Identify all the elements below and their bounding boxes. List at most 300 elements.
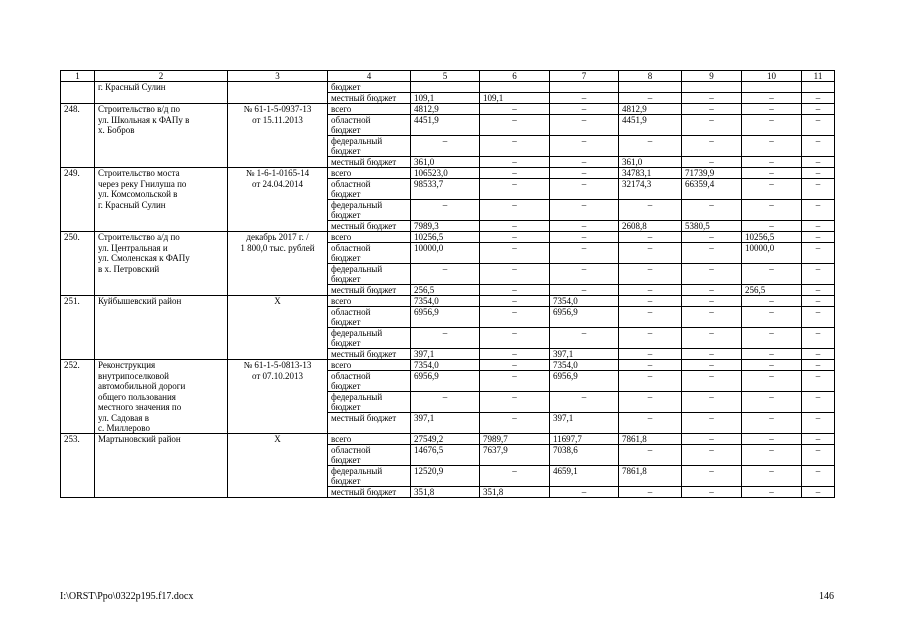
object-name-cell: внутрипоселковой [95, 371, 228, 382]
row-number-cell [61, 476, 95, 487]
value-cell [619, 455, 682, 466]
value-cell [411, 476, 480, 487]
value-cell [619, 146, 682, 157]
value-cell: – [802, 392, 835, 403]
value-cell: – [550, 157, 619, 168]
budget-type-cell: бюджет [328, 210, 411, 221]
budget-type-cell: федеральный [328, 392, 411, 403]
value-cell [742, 274, 802, 285]
table-row [61, 82, 835, 93]
column-header: 6 [480, 71, 550, 82]
value-cell: – [619, 136, 682, 147]
value-cell [411, 455, 480, 466]
value-cell: – [480, 157, 550, 168]
object-name-cell [95, 210, 228, 221]
table-row [61, 349, 835, 360]
table-row [61, 146, 835, 157]
value-cell [411, 381, 480, 392]
value-cell: – [682, 285, 742, 296]
value-cell: 4451,9 [411, 115, 480, 126]
budget-type-cell: бюджет [328, 455, 411, 466]
value-cell [802, 317, 835, 328]
budget-type-cell: бюджет [328, 317, 411, 328]
value-cell: 6956,9 [550, 307, 619, 318]
row-number-cell: 249. [61, 168, 95, 179]
document-cell [228, 487, 328, 498]
object-name-cell: автомобильной дороги [95, 381, 228, 392]
value-cell: 109,1 [480, 93, 550, 104]
value-cell [550, 317, 619, 328]
object-name-cell: ул. Комсомольской в [95, 189, 228, 200]
value-cell [802, 274, 835, 285]
value-cell: 7861,8 [619, 466, 682, 477]
value-cell: – [682, 264, 742, 275]
value-cell: – [742, 413, 802, 424]
value-cell: – [619, 371, 682, 382]
budget-type-cell: всего [328, 232, 411, 243]
value-cell [550, 274, 619, 285]
value-cell: – [480, 221, 550, 232]
value-cell [682, 381, 742, 392]
document-cell: от 24.04.2014 [228, 179, 328, 190]
row-number-cell [61, 243, 95, 254]
document-cell [228, 423, 328, 434]
document-cell [228, 338, 328, 349]
budget-type-cell: всего [328, 104, 411, 115]
value-cell: – [742, 487, 802, 498]
value-cell: – [742, 93, 802, 104]
value-cell [550, 402, 619, 413]
document-cell [228, 157, 328, 168]
value-cell: 7038,6 [550, 445, 619, 456]
value-cell: – [802, 371, 835, 382]
value-cell: 351,8 [411, 487, 480, 498]
budget-table [60, 70, 835, 498]
value-cell: – [682, 243, 742, 254]
value-cell [742, 82, 802, 93]
value-cell [411, 338, 480, 349]
row-number-cell [61, 307, 95, 318]
value-cell: 109,1 [411, 93, 480, 104]
value-cell: – [550, 93, 619, 104]
value-cell: – [619, 307, 682, 318]
document-cell [228, 402, 328, 413]
value-cell: – [619, 285, 682, 296]
value-cell: – [802, 157, 835, 168]
value-cell [619, 82, 682, 93]
budget-type-cell: областной [328, 371, 411, 382]
value-cell [742, 381, 802, 392]
row-number-cell [61, 349, 95, 360]
value-cell [742, 253, 802, 264]
value-cell: – [480, 392, 550, 403]
value-cell: – [682, 360, 742, 371]
value-cell: – [742, 328, 802, 339]
table-row [61, 434, 835, 445]
value-cell: – [802, 328, 835, 339]
value-cell: – [682, 232, 742, 243]
object-name-cell [95, 466, 228, 477]
value-cell [802, 125, 835, 136]
document-cell [228, 466, 328, 477]
value-cell [411, 402, 480, 413]
table-row [61, 274, 835, 285]
value-cell: 6956,9 [550, 371, 619, 382]
row-number-cell [61, 338, 95, 349]
value-cell [480, 82, 550, 93]
table-header-row [61, 71, 835, 82]
value-cell: 7637,9 [480, 445, 550, 456]
budget-type-cell: местный бюджет [328, 93, 411, 104]
row-number-cell [61, 264, 95, 275]
row-number-cell [61, 82, 95, 93]
value-cell: – [619, 93, 682, 104]
value-cell: – [802, 200, 835, 211]
value-cell [550, 189, 619, 200]
value-cell: 7989,3 [411, 221, 480, 232]
value-cell: – [619, 328, 682, 339]
value-cell: – [802, 434, 835, 445]
value-cell [480, 274, 550, 285]
budget-type-cell: федеральный [328, 264, 411, 275]
document-cell [228, 125, 328, 136]
document-cell [228, 136, 328, 147]
value-cell [550, 476, 619, 487]
value-cell: 32174,3 [619, 179, 682, 190]
object-name-cell: ул. Школьная к ФАПу в [95, 115, 228, 126]
budget-type-cell: местный бюджет [328, 349, 411, 360]
row-number-cell [61, 136, 95, 147]
row-number-cell [61, 189, 95, 200]
value-cell [682, 476, 742, 487]
budget-type-cell: всего [328, 434, 411, 445]
column-header: 3 [228, 71, 328, 82]
budget-type-cell: бюджет [328, 125, 411, 136]
row-number-cell [61, 200, 95, 211]
value-cell: – [802, 136, 835, 147]
value-cell [802, 253, 835, 264]
value-cell: 7861,8 [619, 434, 682, 445]
value-cell: – [619, 296, 682, 307]
value-cell: 106523,0 [411, 168, 480, 179]
value-cell [550, 338, 619, 349]
value-cell [682, 210, 742, 221]
value-cell: – [480, 328, 550, 339]
value-cell: – [742, 360, 802, 371]
value-cell [619, 423, 682, 434]
value-cell: 351,8 [480, 487, 550, 498]
row-number-cell [61, 210, 95, 221]
value-cell: – [480, 285, 550, 296]
value-cell: – [742, 307, 802, 318]
value-cell [550, 381, 619, 392]
value-cell: – [411, 200, 480, 211]
value-cell: – [619, 200, 682, 211]
value-cell [802, 189, 835, 200]
value-cell: – [480, 104, 550, 115]
table-row [61, 445, 835, 456]
document-cell: Х [228, 434, 328, 445]
document-cell: от 07.10.2013 [228, 371, 328, 382]
value-cell: 256,5 [411, 285, 480, 296]
table-row [61, 307, 835, 318]
budget-type-cell: местный бюджет [328, 285, 411, 296]
value-cell: – [411, 264, 480, 275]
object-name-cell [95, 476, 228, 487]
value-cell: – [742, 115, 802, 126]
value-cell [802, 381, 835, 392]
value-cell: 361,0 [619, 157, 682, 168]
object-name-cell [95, 157, 228, 168]
value-cell: – [682, 328, 742, 339]
value-cell: 27549,2 [411, 434, 480, 445]
value-cell: – [480, 307, 550, 318]
value-cell: – [550, 104, 619, 115]
document-cell: 1 800,0 тыс. рублей [228, 243, 328, 254]
value-cell: – [802, 232, 835, 243]
value-cell [550, 82, 619, 93]
value-cell: – [742, 179, 802, 190]
value-cell [411, 82, 480, 93]
value-cell: 7354,0 [411, 360, 480, 371]
value-cell: – [480, 232, 550, 243]
row-number-cell: 248. [61, 104, 95, 115]
budget-type-cell: бюджет [328, 82, 411, 93]
budget-type-cell: бюджет [328, 402, 411, 413]
value-cell: – [742, 392, 802, 403]
budget-type-cell: всего [328, 296, 411, 307]
document-cell: № 61-1-5-0813-13 [228, 360, 328, 371]
table-row [61, 115, 835, 126]
value-cell: – [480, 168, 550, 179]
value-cell: 397,1 [411, 413, 480, 424]
value-cell [742, 189, 802, 200]
value-cell: 7354,0 [411, 296, 480, 307]
value-cell: – [619, 360, 682, 371]
object-name-cell [95, 317, 228, 328]
value-cell: – [802, 307, 835, 318]
value-cell [742, 455, 802, 466]
value-cell [480, 455, 550, 466]
value-cell: – [742, 349, 802, 360]
document-cell [228, 381, 328, 392]
value-cell [682, 253, 742, 264]
value-cell [411, 210, 480, 221]
value-cell: – [682, 307, 742, 318]
budget-type-cell: бюджет [328, 274, 411, 285]
document-cell [228, 210, 328, 221]
value-cell: – [619, 349, 682, 360]
value-cell [480, 210, 550, 221]
object-name-cell [95, 328, 228, 339]
document-cell [228, 317, 328, 328]
value-cell: – [802, 264, 835, 275]
value-cell [619, 476, 682, 487]
value-cell: 71739,9 [682, 168, 742, 179]
value-cell: – [619, 445, 682, 456]
value-cell: – [682, 200, 742, 211]
value-cell: – [480, 296, 550, 307]
value-cell: – [550, 487, 619, 498]
value-cell: 34783,1 [619, 168, 682, 179]
document-cell [228, 392, 328, 403]
value-cell: 10000,0 [742, 243, 802, 254]
document-cell: № 1-6-1-0165-14 [228, 168, 328, 179]
value-cell: – [480, 413, 550, 424]
value-cell [742, 402, 802, 413]
object-name-cell [95, 93, 228, 104]
column-header: 2 [95, 71, 228, 82]
value-cell: – [550, 392, 619, 403]
value-cell [550, 210, 619, 221]
value-cell: – [742, 264, 802, 275]
value-cell: – [802, 168, 835, 179]
row-number-cell: 253. [61, 434, 95, 445]
object-name-cell: г. Красный Сулин [95, 200, 228, 211]
budget-type-cell: бюджет [328, 146, 411, 157]
value-cell: – [682, 466, 742, 477]
value-cell: – [682, 392, 742, 403]
table-row [61, 243, 835, 254]
value-cell: – [550, 232, 619, 243]
row-number-cell: 250. [61, 232, 95, 243]
table-row [61, 455, 835, 466]
table-row [61, 210, 835, 221]
value-cell: – [550, 200, 619, 211]
table-row [61, 93, 835, 104]
value-cell: 6956,9 [411, 371, 480, 382]
value-cell: – [742, 157, 802, 168]
value-cell: 4812,9 [619, 104, 682, 115]
table-row [61, 200, 835, 211]
object-name-cell: ул. Садовая в [95, 413, 228, 424]
value-cell [550, 146, 619, 157]
value-cell: – [802, 466, 835, 477]
row-number-cell [61, 146, 95, 157]
object-name-cell: ул. Смоленская к ФАПу [95, 253, 228, 264]
value-cell [742, 338, 802, 349]
value-cell: – [480, 136, 550, 147]
row-number-cell [61, 413, 95, 424]
value-cell [480, 338, 550, 349]
value-cell [411, 189, 480, 200]
value-cell: 12520,9 [411, 466, 480, 477]
value-cell: – [619, 413, 682, 424]
value-cell: – [682, 487, 742, 498]
document-cell [228, 221, 328, 232]
value-cell: – [550, 264, 619, 275]
row-number-cell: 252. [61, 360, 95, 371]
value-cell: 7354,0 [550, 360, 619, 371]
row-number-cell [61, 445, 95, 456]
value-cell: – [802, 445, 835, 456]
object-name-cell: местного значения по [95, 402, 228, 413]
budget-type-cell: областной [328, 445, 411, 456]
file-path: I:\ORST\Ppo\0322p195.f17.docx [60, 591, 194, 602]
value-cell [411, 125, 480, 136]
value-cell [550, 125, 619, 136]
column-header: 10 [742, 71, 802, 82]
column-header: 1 [61, 71, 95, 82]
table-row [61, 466, 835, 477]
value-cell [802, 146, 835, 157]
object-name-cell [95, 338, 228, 349]
value-cell: – [742, 136, 802, 147]
table-row [61, 476, 835, 487]
column-header: 11 [802, 71, 835, 82]
value-cell: – [619, 392, 682, 403]
value-cell [802, 402, 835, 413]
table-row [61, 168, 835, 179]
budget-type-cell: областной [328, 179, 411, 190]
document-cell [228, 349, 328, 360]
value-cell [619, 317, 682, 328]
table-row [61, 296, 835, 307]
value-cell: – [480, 115, 550, 126]
value-cell [619, 210, 682, 221]
object-name-cell [95, 146, 228, 157]
value-cell: – [480, 371, 550, 382]
row-number-cell [61, 93, 95, 104]
value-cell [411, 423, 480, 434]
object-name-cell: г. Красный Сулин [95, 82, 228, 93]
table-row [61, 221, 835, 232]
table-row [61, 317, 835, 328]
table-row [61, 125, 835, 136]
budget-type-cell: местный бюджет [328, 487, 411, 498]
value-cell: 256,5 [742, 285, 802, 296]
value-cell [480, 189, 550, 200]
value-cell: – [682, 136, 742, 147]
value-cell: – [550, 221, 619, 232]
row-number-cell [61, 466, 95, 477]
document-cell: декабрь 2017 г. / [228, 232, 328, 243]
value-cell: – [682, 445, 742, 456]
value-cell [802, 82, 835, 93]
document-cell [228, 455, 328, 466]
value-cell: – [550, 243, 619, 254]
value-cell [480, 381, 550, 392]
value-cell: 10256,5 [742, 232, 802, 243]
object-name-cell: Реконструкция [95, 360, 228, 371]
value-cell [682, 402, 742, 413]
value-cell [411, 253, 480, 264]
object-name-cell [95, 274, 228, 285]
table-row [61, 104, 835, 115]
budget-type-cell: областной [328, 115, 411, 126]
row-number-cell [61, 371, 95, 382]
value-cell [411, 317, 480, 328]
value-cell: – [742, 466, 802, 477]
value-cell: 66359,4 [682, 179, 742, 190]
value-cell: 7354,0 [550, 296, 619, 307]
row-number-cell [61, 221, 95, 232]
value-cell [480, 476, 550, 487]
value-cell: – [802, 349, 835, 360]
value-cell: – [619, 232, 682, 243]
row-number-cell [61, 253, 95, 264]
value-cell [480, 402, 550, 413]
budget-type-cell: федеральный [328, 466, 411, 477]
row-number-cell [61, 179, 95, 190]
value-cell: – [802, 487, 835, 498]
document-cell [228, 445, 328, 456]
value-cell: – [802, 179, 835, 190]
object-name-cell: общего пользования [95, 392, 228, 403]
object-name-cell: Строительство моста [95, 168, 228, 179]
document-cell [228, 328, 328, 339]
budget-type-cell: местный бюджет [328, 413, 411, 424]
